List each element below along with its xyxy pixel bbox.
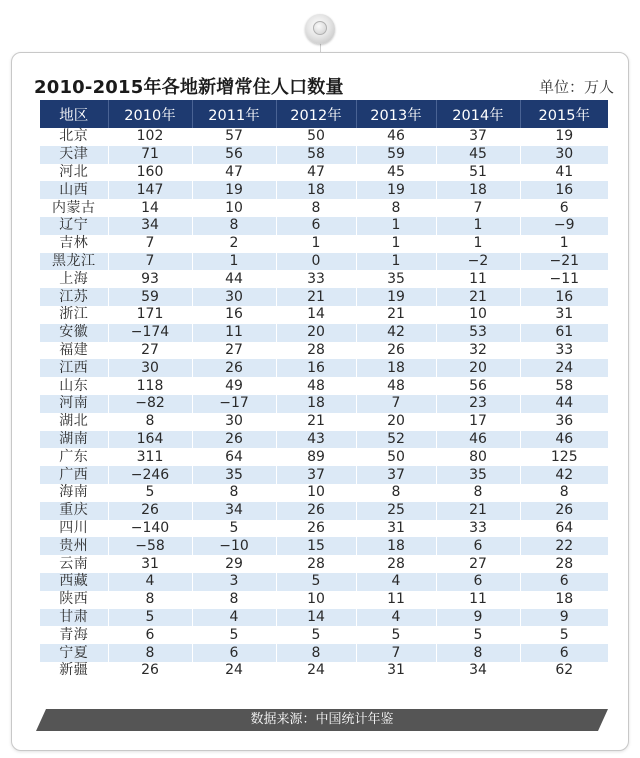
value-cell: 8 [108,644,192,662]
table-row [40,146,608,164]
column-header-year: 2010年 [108,100,192,128]
region-cell: 青海 [40,626,108,644]
value-cell: 7 [108,235,192,253]
value-cell: 43 [276,431,356,449]
value-cell: 9 [520,609,608,627]
value-cell: 47 [192,164,276,182]
value-cell: 62 [520,662,608,680]
value-cell: 34 [192,502,276,520]
value-cell: 6 [520,644,608,662]
value-cell: 30 [192,288,276,306]
table-row [40,431,608,449]
value-cell: −17 [192,395,276,413]
value-cell: 6 [520,199,608,217]
value-cell: 10 [192,199,276,217]
unit-label: 单位：万人 [538,78,614,96]
value-cell: 102 [108,128,192,146]
value-cell: 35 [192,466,276,484]
value-cell: 46 [436,431,520,449]
region-cell: 陕西 [40,591,108,609]
value-cell: 5 [108,609,192,627]
table-row [40,466,608,484]
value-cell: 25 [356,502,436,520]
value-cell: 89 [276,448,356,466]
value-cell: 50 [276,128,356,146]
value-cell: 30 [108,359,192,377]
value-cell: 6 [520,573,608,591]
value-cell: 56 [192,146,276,164]
value-cell: 17 [436,413,520,431]
table-row [40,395,608,413]
source-banner [36,709,608,731]
region-cell: 天津 [40,146,108,164]
value-cell: 27 [436,555,520,573]
value-cell: 21 [436,288,520,306]
value-cell: 52 [356,431,436,449]
value-cell: 48 [356,377,436,395]
column-header-year: 2011年 [192,100,276,128]
value-cell: 7 [436,199,520,217]
value-cell: 8 [192,484,276,502]
value-cell: 16 [520,181,608,199]
value-cell: 11 [192,324,276,342]
value-cell: 8 [108,413,192,431]
value-cell: 18 [276,181,356,199]
value-cell: 1 [356,253,436,271]
table-row [40,377,608,395]
value-cell: 45 [436,146,520,164]
table-row [40,164,608,182]
table-row [40,342,608,360]
value-cell: 7 [356,395,436,413]
value-cell: 171 [108,306,192,324]
value-cell: 3 [192,573,276,591]
value-cell: 7 [108,253,192,271]
value-cell: 35 [436,466,520,484]
value-cell: 53 [436,324,520,342]
value-cell: 34 [108,217,192,235]
table-row [40,181,608,199]
value-cell: 45 [356,164,436,182]
value-cell: 10 [276,591,356,609]
region-cell: 山东 [40,377,108,395]
value-cell: −246 [108,466,192,484]
value-cell: 44 [520,395,608,413]
value-cell: 18 [436,181,520,199]
value-cell: 147 [108,181,192,199]
value-cell: 28 [276,555,356,573]
value-cell: 31 [356,520,436,538]
value-cell: −140 [108,520,192,538]
value-cell: 9 [436,609,520,627]
value-cell: 311 [108,448,192,466]
value-cell: 8 [356,484,436,502]
table-row [40,502,608,520]
value-cell: 30 [192,413,276,431]
region-cell: 宁夏 [40,644,108,662]
table-row [40,484,608,502]
value-cell: 46 [520,431,608,449]
value-cell: 19 [520,128,608,146]
value-cell: 33 [276,270,356,288]
table-row [40,253,608,271]
value-cell: 5 [356,626,436,644]
value-cell: 5 [192,520,276,538]
value-cell: 0 [276,253,356,271]
region-cell: 湖北 [40,413,108,431]
table-row [40,555,608,573]
value-cell: 10 [276,484,356,502]
region-cell: 重庆 [40,502,108,520]
value-cell: 6 [436,537,520,555]
value-cell: 14 [276,609,356,627]
value-cell: 24 [192,662,276,680]
table-row [40,448,608,466]
value-cell: 51 [436,164,520,182]
value-cell: 28 [276,342,356,360]
value-cell: 27 [108,342,192,360]
value-cell: 49 [192,377,276,395]
table-row [40,662,608,680]
value-cell: 18 [356,359,436,377]
table-row [40,199,608,217]
value-cell: 10 [436,306,520,324]
table-row [40,520,608,538]
value-cell: 8 [192,591,276,609]
value-cell: 57 [192,128,276,146]
value-cell: −2 [436,253,520,271]
value-cell: 64 [520,520,608,538]
value-cell: 7 [356,644,436,662]
value-cell: 6 [436,573,520,591]
value-cell: 8 [276,199,356,217]
value-cell: 8 [108,591,192,609]
value-cell: 160 [108,164,192,182]
value-cell: 8 [276,644,356,662]
value-cell: 26 [356,342,436,360]
value-cell: 44 [192,270,276,288]
value-cell: 14 [108,199,192,217]
value-cell: 32 [436,342,520,360]
value-cell: 28 [356,555,436,573]
value-cell: 31 [356,662,436,680]
region-cell: 辽宁 [40,217,108,235]
region-cell: 河南 [40,395,108,413]
region-cell: 安徽 [40,324,108,342]
value-cell: 8 [520,484,608,502]
region-cell: 湖南 [40,431,108,449]
value-cell: 22 [520,537,608,555]
table-row [40,324,608,342]
table-body [40,128,608,680]
region-cell: 黑龙江 [40,253,108,271]
value-cell: 18 [356,537,436,555]
value-cell: 4 [356,609,436,627]
value-cell: 42 [520,466,608,484]
value-cell: 64 [192,448,276,466]
value-cell: 61 [520,324,608,342]
value-cell: 11 [436,270,520,288]
value-cell: −9 [520,217,608,235]
pushpin-icon [305,14,335,44]
table-row [40,626,608,644]
region-cell: 贵州 [40,537,108,555]
region-cell: 甘肃 [40,609,108,627]
value-cell: 15 [276,537,356,555]
value-cell: 125 [520,448,608,466]
value-cell: 71 [108,146,192,164]
table-row [40,235,608,253]
value-cell: 16 [520,288,608,306]
value-cell: 118 [108,377,192,395]
value-cell: 24 [520,359,608,377]
value-cell: 30 [520,146,608,164]
region-cell: 江苏 [40,288,108,306]
value-cell: 5 [436,626,520,644]
value-cell: 26 [276,502,356,520]
value-cell: 6 [108,626,192,644]
value-cell: 1 [436,235,520,253]
value-cell: 26 [192,431,276,449]
table-row [40,573,608,591]
value-cell: 23 [436,395,520,413]
table-row [40,288,608,306]
value-cell: 1 [436,217,520,235]
value-cell: 26 [520,502,608,520]
region-cell: 福建 [40,342,108,360]
value-cell: 33 [436,520,520,538]
value-cell: 5 [192,626,276,644]
page-title: 2010-2015年各地新增常住人口数量 [34,77,344,98]
source-text: 数据来源：中国统计年鉴 [250,712,394,727]
table-row [40,306,608,324]
value-cell: 1 [192,253,276,271]
value-cell: 18 [276,395,356,413]
value-cell: 14 [276,306,356,324]
value-cell: 5 [276,626,356,644]
region-cell: 吉林 [40,235,108,253]
region-cell: 四川 [40,520,108,538]
table-row [40,217,608,235]
value-cell: 26 [276,520,356,538]
region-cell: 新疆 [40,662,108,680]
value-cell: 31 [520,306,608,324]
value-cell: 8 [436,644,520,662]
value-cell: 42 [356,324,436,342]
value-cell: 1 [356,217,436,235]
value-cell: 58 [520,377,608,395]
value-cell: 19 [192,181,276,199]
column-header-year: 2012年 [276,100,356,128]
value-cell: 29 [192,555,276,573]
region-cell: 山西 [40,181,108,199]
value-cell: 6 [276,217,356,235]
table-row [40,413,608,431]
column-header-year: 2013年 [356,100,436,128]
value-cell: 21 [276,288,356,306]
value-cell: 33 [520,342,608,360]
value-cell: 93 [108,270,192,288]
value-cell: 19 [356,181,436,199]
value-cell: 164 [108,431,192,449]
value-cell: 28 [520,555,608,573]
table-header-row [40,100,608,128]
value-cell: 37 [436,128,520,146]
column-header-region: 地区 [40,100,108,128]
value-cell: 21 [356,306,436,324]
value-cell: 8 [356,199,436,217]
value-cell: 27 [192,342,276,360]
region-cell: 海南 [40,484,108,502]
region-cell: 内蒙古 [40,199,108,217]
value-cell: 4 [356,573,436,591]
region-cell: 广西 [40,466,108,484]
value-cell: 58 [276,146,356,164]
value-cell: 37 [276,466,356,484]
table-row [40,591,608,609]
value-cell: 4 [108,573,192,591]
population-table [40,100,608,680]
value-cell: 50 [356,448,436,466]
value-cell: 26 [192,359,276,377]
value-cell: 36 [520,413,608,431]
value-cell: 41 [520,164,608,182]
value-cell: 16 [276,359,356,377]
value-cell: 34 [436,662,520,680]
value-cell: 5 [276,573,356,591]
value-cell: 19 [356,288,436,306]
value-cell: 1 [356,235,436,253]
value-cell: 80 [436,448,520,466]
value-cell: 26 [108,662,192,680]
value-cell: 6 [192,644,276,662]
value-cell: 20 [276,324,356,342]
value-cell: −82 [108,395,192,413]
value-cell: 4 [192,609,276,627]
table-row [40,537,608,555]
value-cell: 18 [520,591,608,609]
value-cell: −21 [520,253,608,271]
value-cell: 11 [436,591,520,609]
region-cell: 广东 [40,448,108,466]
region-cell: 上海 [40,270,108,288]
value-cell: 8 [192,217,276,235]
data-table-container [40,100,608,680]
value-cell: 21 [436,502,520,520]
value-cell: −58 [108,537,192,555]
region-cell: 浙江 [40,306,108,324]
table-row [40,644,608,662]
value-cell: 1 [276,235,356,253]
value-cell: 37 [356,466,436,484]
region-cell: 云南 [40,555,108,573]
region-cell: 北京 [40,128,108,146]
value-cell: 56 [436,377,520,395]
value-cell: 46 [356,128,436,146]
value-cell: 48 [276,377,356,395]
value-cell: −11 [520,270,608,288]
value-cell: 26 [108,502,192,520]
table-row [40,128,608,146]
region-cell: 江西 [40,359,108,377]
column-header-year: 2015年 [520,100,608,128]
value-cell: 20 [436,359,520,377]
value-cell: 24 [276,662,356,680]
value-cell: 1 [520,235,608,253]
value-cell: 35 [356,270,436,288]
region-cell: 河北 [40,164,108,182]
column-header-year: 2014年 [436,100,520,128]
value-cell: 5 [108,484,192,502]
value-cell: 31 [108,555,192,573]
value-cell: −174 [108,324,192,342]
table-row [40,609,608,627]
value-cell: 47 [276,164,356,182]
value-cell: 8 [436,484,520,502]
value-cell: 2 [192,235,276,253]
table-row [40,359,608,377]
value-cell: −10 [192,537,276,555]
region-cell: 西藏 [40,573,108,591]
value-cell: 5 [520,626,608,644]
value-cell: 20 [356,413,436,431]
value-cell: 59 [356,146,436,164]
value-cell: 16 [192,306,276,324]
value-cell: 11 [356,591,436,609]
value-cell: 21 [276,413,356,431]
value-cell: 59 [108,288,192,306]
table-row [40,270,608,288]
